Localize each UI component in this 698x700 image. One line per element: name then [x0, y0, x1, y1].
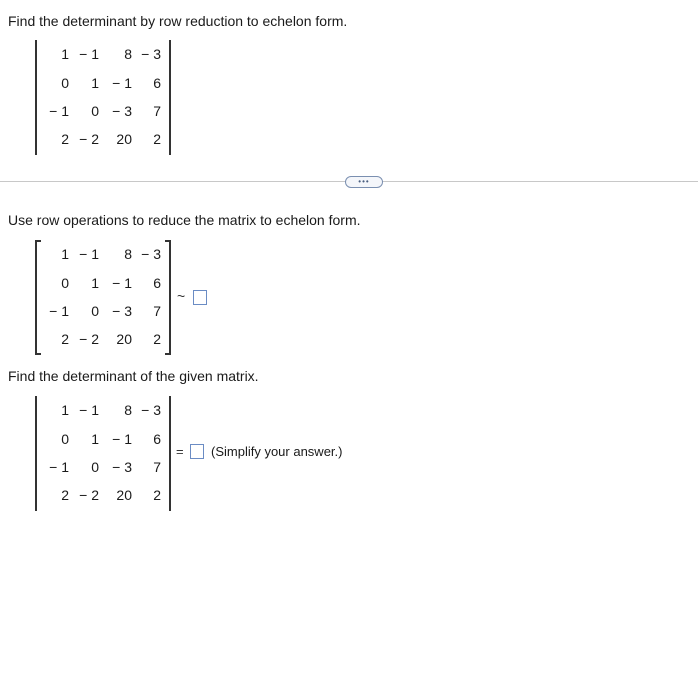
matrix-cell: − 3 — [112, 459, 132, 475]
matrix-cell: − 3 — [141, 402, 161, 418]
determinant-bar-right — [169, 396, 171, 511]
step2-determinant-matrix — [35, 396, 171, 511]
matrix-cell: 0 — [61, 275, 69, 291]
problem-instruction: Find the determinant by row reduction to echelon form. — [8, 13, 348, 29]
matrix-cell: − 2 — [79, 331, 99, 347]
equals-sign: = — [176, 444, 184, 459]
matrix-cell: 8 — [124, 402, 132, 418]
matrix-cell: 7 — [153, 459, 161, 475]
matrix-cell: − 1 — [79, 246, 99, 262]
step1-matrix — [35, 240, 171, 355]
matrix-cell: − 1 — [49, 303, 69, 319]
matrix-cell: 1 — [91, 275, 99, 291]
matrix-cell: 1 — [91, 75, 99, 91]
problem-determinant-matrix — [35, 40, 171, 155]
row-equivalent-symbol: ~ — [177, 288, 186, 304]
matrix-cell: − 2 — [79, 487, 99, 503]
echelon-form-answer-box[interactable] — [193, 290, 207, 305]
matrix-cell: 20 — [116, 131, 132, 147]
matrix-cell: − 1 — [112, 75, 132, 91]
matrix-cell: − 2 — [79, 131, 99, 147]
matrix-cell: 0 — [61, 431, 69, 447]
matrix-cell: − 1 — [79, 46, 99, 62]
matrix-cell: − 3 — [141, 46, 161, 62]
matrix-cell: 0 — [91, 103, 99, 119]
show-more-button[interactable]: ••• — [345, 176, 383, 188]
simplify-hint: (Simplify your answer.) — [211, 444, 343, 459]
matrix-cell: 2 — [153, 487, 161, 503]
matrix-cell: 2 — [61, 487, 69, 503]
determinant-bar-right — [169, 40, 171, 155]
matrix-cell: 2 — [153, 131, 161, 147]
matrix-cell: − 1 — [49, 459, 69, 475]
matrix-cell: 8 — [124, 46, 132, 62]
matrix-cell: 8 — [124, 246, 132, 262]
matrix-cell: 2 — [61, 331, 69, 347]
matrix-cell: − 1 — [49, 103, 69, 119]
matrix-cell: − 1 — [79, 402, 99, 418]
matrix-cell: − 1 — [112, 275, 132, 291]
matrix-cell: 20 — [116, 331, 132, 347]
matrix-cell: − 1 — [112, 431, 132, 447]
matrix-cell: 0 — [91, 303, 99, 319]
matrix-cell: 6 — [153, 275, 161, 291]
matrix-cell: 20 — [116, 487, 132, 503]
step2-instruction: Find the determinant of the given matrix. — [8, 368, 259, 384]
matrix-cell: 2 — [153, 331, 161, 347]
matrix-cell: 1 — [61, 402, 69, 418]
matrix-cell: 1 — [61, 46, 69, 62]
matrix-cell: 0 — [91, 459, 99, 475]
determinant-answer-box[interactable] — [190, 444, 204, 459]
matrix-cell: 6 — [153, 75, 161, 91]
step1-instruction: Use row operations to reduce the matrix to echelon form. — [8, 212, 361, 228]
matrix-cell: 6 — [153, 431, 161, 447]
matrix-cell: 7 — [153, 303, 161, 319]
matrix-cell: 1 — [91, 431, 99, 447]
matrix-cell: − 3 — [141, 246, 161, 262]
matrix-cell: 1 — [61, 246, 69, 262]
matrix-cell: − 3 — [112, 103, 132, 119]
matrix-cell: 7 — [153, 103, 161, 119]
bracket-right — [169, 240, 171, 355]
matrix-cell: 0 — [61, 75, 69, 91]
matrix-cell: 2 — [61, 131, 69, 147]
matrix-cell: − 3 — [112, 303, 132, 319]
